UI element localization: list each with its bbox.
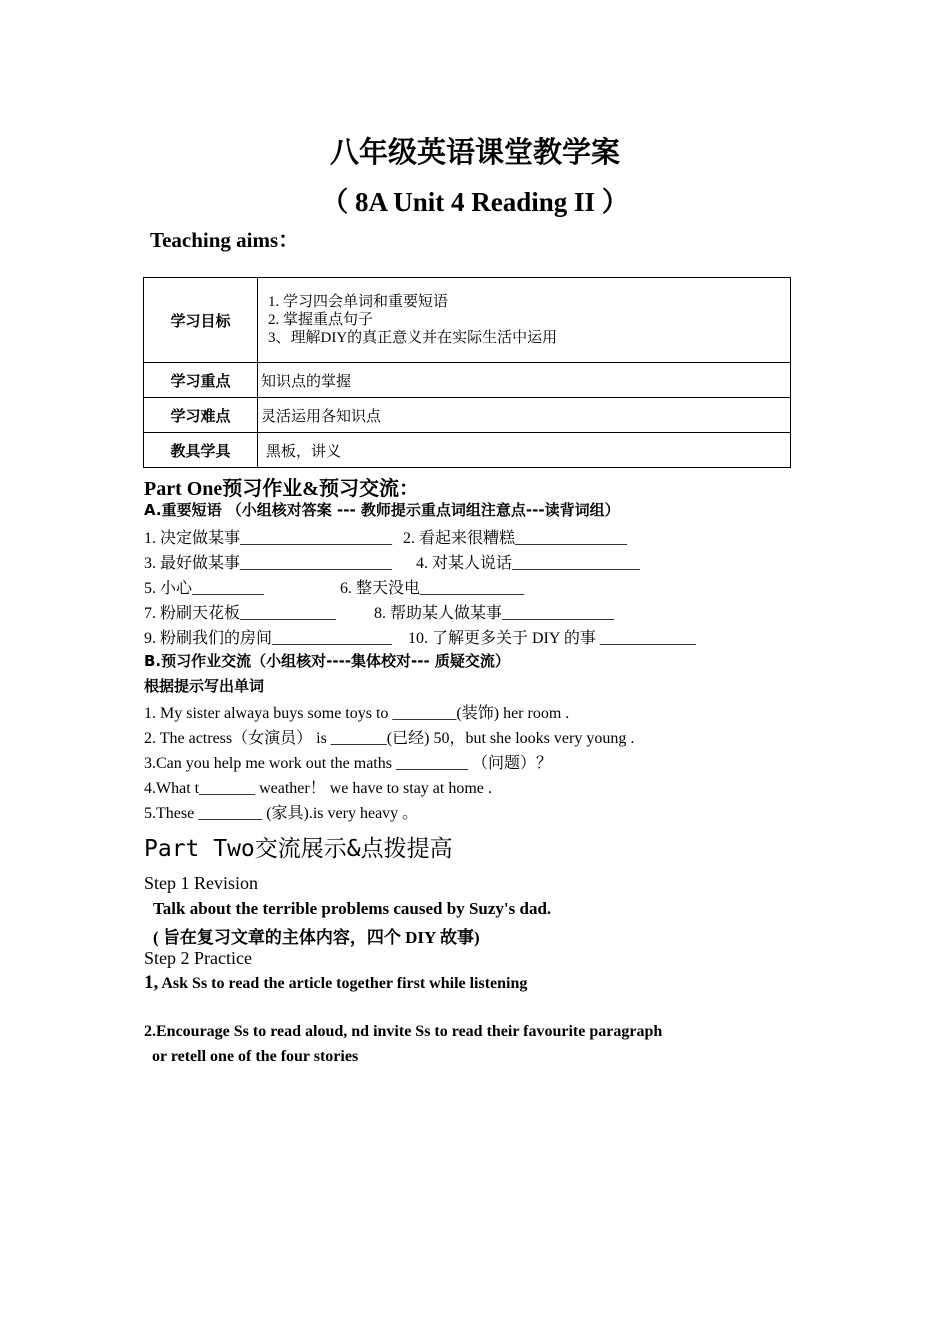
document-subtitle: （ 8A Unit 4 Reading II ） <box>321 187 629 217</box>
row-label-materials: 教具学具 <box>144 433 258 468</box>
phrase-item: 8. 帮助某人做某事______________ <box>374 605 615 622</box>
row-label-difficulties: 学习难点 <box>144 398 258 433</box>
phrase-item: 4. 对某人说话________________ <box>416 555 641 572</box>
section-a-heading: A.重要短语 （小组核对答案 --- 教师提示重点词组注意点---读背词组） <box>144 501 620 519</box>
item-number: 1, <box>144 972 159 993</box>
section-b-subheading: 根据提示写出单词 <box>144 677 265 695</box>
difficulties-cell: 灵活运用各知识点 <box>258 398 791 433</box>
exercise-sentence: 3.Can you help me work out the maths _________ （问题）？ <box>144 755 552 772</box>
table-row <box>144 433 791 468</box>
part-two-heading: Part Two交流展示&点拨提高 <box>144 836 453 862</box>
step-1-heading: Step 1 Revision <box>144 873 259 893</box>
row-label-key-points: 学习重点 <box>144 363 258 398</box>
step-2-heading: Step 2 Practice <box>144 948 252 968</box>
goal-line: 3、理解DIY的真正意义并在实际生活中运用 <box>268 330 558 346</box>
phrase-item: 10. 了解更多关于 DIY 的事 ____________ <box>408 630 696 647</box>
step-1-note: ( 旨在复习文章的主体内容，四个 DIY 故事) <box>153 928 480 947</box>
phrase-item: 6. 整天没电_____________ <box>340 580 525 597</box>
part-one-heading: Part One预习作业&预习交流： <box>144 478 419 500</box>
goals-cell <box>258 278 791 363</box>
table-row <box>144 363 791 398</box>
phrase-item: 5. 小心_________ <box>144 580 265 597</box>
row-label-goals: 学习目标 <box>144 278 258 363</box>
table-row <box>144 278 791 363</box>
item-text: Ask Ss to read the article together first while listening <box>158 975 528 992</box>
document-title: 八年级英语课堂教学案 <box>329 137 620 169</box>
practice-item-2-continued: or retell one of the four stories <box>152 1048 359 1065</box>
phrase-item: 7. 粉刷天花板____________ <box>144 605 337 622</box>
teaching-aims-table <box>143 277 791 468</box>
exercise-sentence: 4.What t_______ weather！ we have to stay at home . <box>144 780 492 797</box>
phrase-item: 9. 粉刷我们的房间_______________ <box>144 630 393 647</box>
key-points-cell: 知识点的掌握 <box>258 363 791 398</box>
teaching-aims-heading: Teaching aims： <box>150 228 300 252</box>
exercise-sentence: 5.These ________ (家具).is very heavy 。 <box>144 805 419 822</box>
phrase-item: 1. 决定做某事___________________ <box>144 530 393 547</box>
practice-item-1 <box>144 972 527 994</box>
exercise-sentence: 2. The actress（女演员） is _______(已经) 50，but she looks very young . <box>144 730 635 747</box>
phrase-item: 2. 看起来很糟糕______________ <box>403 530 628 547</box>
section-b-heading: B.预习作业交流（小组核对----集体校对--- 质疑交流） <box>144 652 510 670</box>
step-1-task: Talk about the terrible problems caused by Suzy's dad. <box>153 899 552 918</box>
exercise-sentence: 1. My sister alwaya buys some toys to ________(装饰) her room . <box>144 705 570 722</box>
phrase-item: 3. 最好做某事___________________ <box>144 555 393 572</box>
goal-line: 1. 学习四会单词和重要短语 <box>268 294 449 310</box>
goal-line: 2. 掌握重点句子 <box>268 312 374 328</box>
table-row <box>144 398 791 433</box>
practice-item-2: 2.Encourage Ss to read aloud, nd invite Ss to read their favourite paragraph <box>144 1023 663 1040</box>
materials-cell: 黑板，讲义 <box>258 433 791 468</box>
